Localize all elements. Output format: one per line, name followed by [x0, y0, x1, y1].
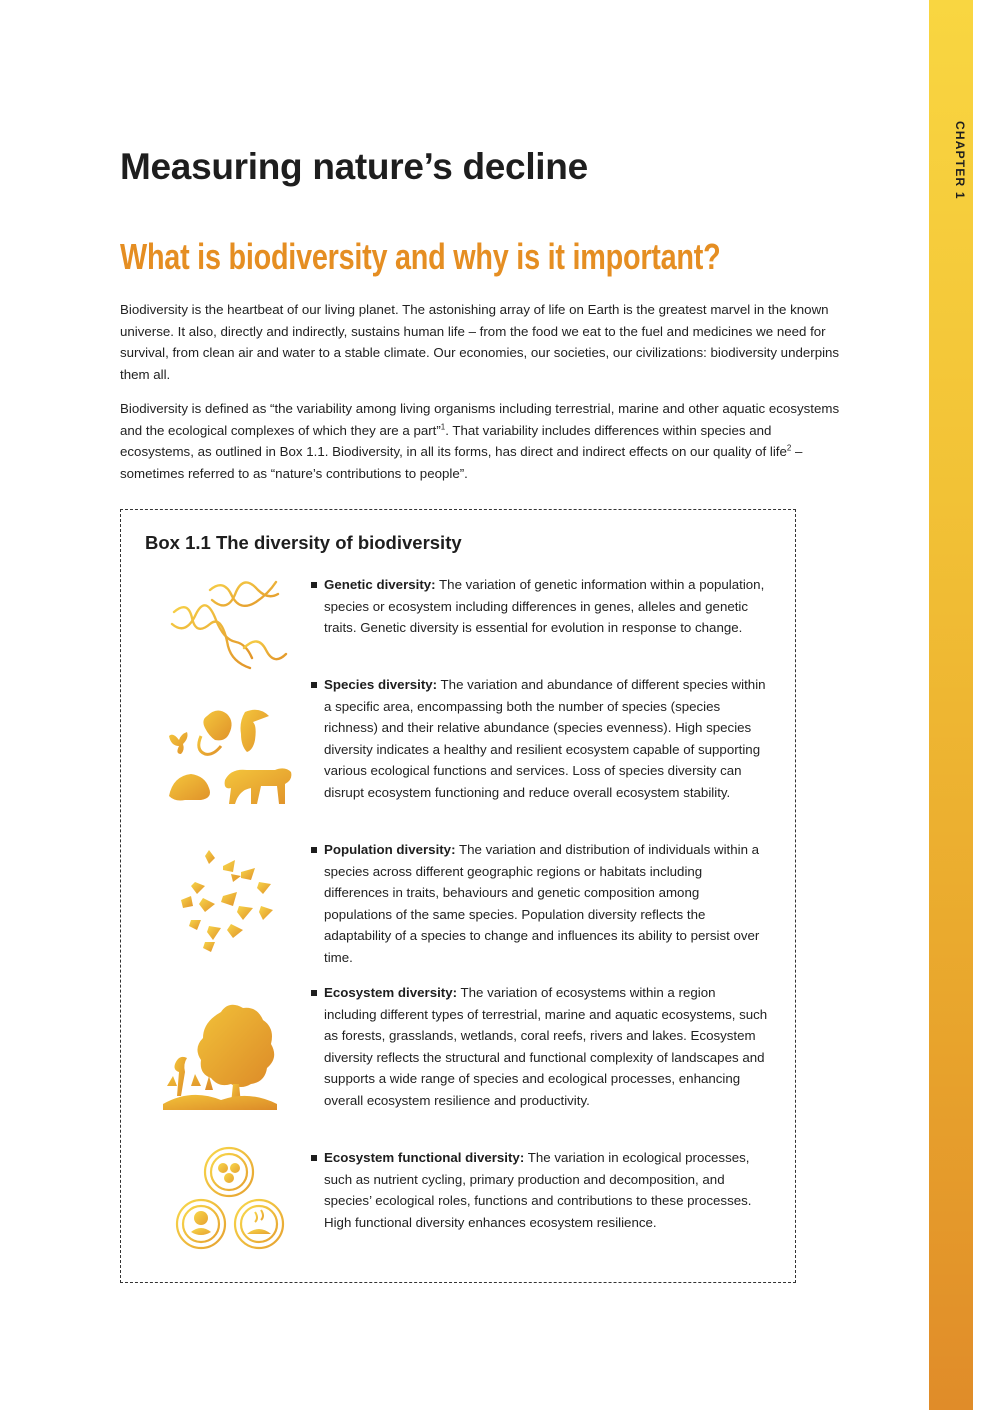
item-text: The variation of genetic information within a population, species or ecosystem including differences in genes, alleles and genetic traits. Genetic diversity is essential for evolution in response to change. — [324, 577, 765, 636]
bullet-marker — [311, 1155, 317, 1161]
butterflies-icon — [175, 846, 281, 954]
list-item-genetic-diversity — [311, 574, 769, 639]
definition-text-part3: – sometimes referred to as “nature’s contributions to people”. — [120, 444, 803, 481]
item-title: Ecosystem diversity: — [324, 985, 458, 1000]
intro-paragraph: Biodiversity is the heartbeat of our living planet. The astonishing array of life on Earth is the greatest marvel in the known universe. It also, directly and indirectly, sustains human life – from the food we eat to the fuel and medicines we need for survival, from clean air and water to a stable climate. Our economies, our societies, our civilizations: biodiversity underpins them all. — [120, 302, 840, 382]
chapter-side-band — [929, 0, 973, 1410]
list-item-population-diversity — [311, 839, 769, 969]
list-item-ecosystem-diversity — [311, 982, 769, 1112]
item-text: The variation and abundance of different species within a specific area, encompassing both the number of species (species richness) and their relative abundance (species evenness). High species diversity indicates a healthy and resilient ecosystem capable of supporting various ecological functions and services. Loss of species diversity can disrupt ecosystem functioning and reduce overall ecosystem stability. — [324, 677, 766, 800]
forest-ecosystem-icon — [161, 1000, 279, 1110]
list-item-ecosystem-functional-diversity — [311, 1147, 769, 1233]
bullet-marker — [311, 990, 317, 996]
footnote-ref-2[interactable]: 2 — [786, 443, 792, 453]
definition-paragraph — [120, 398, 848, 484]
definition-text-part1: Biodiversity is defined as “the variability among living organisms including terrestrial, marine and other aquatic ecosystems and the ecological complexes of which they are a part” — [120, 401, 840, 438]
box-title: Box 1.1 The diversity of biodiversity — [145, 532, 462, 553]
item-title: Genetic diversity: — [324, 577, 436, 592]
page-title: Measuring nature’s decline — [120, 146, 588, 187]
ecological-cycles-icon — [171, 1146, 287, 1252]
box-diversity-of-biodiversity — [120, 509, 796, 1283]
definition-text-part2: . That variability includes differences within species and ecosystems, as outlined in Box 1.1. Biodiversity, in all its forms, has direct and indirect effects on our quality of life — [120, 422, 787, 460]
item-text: The variation in ecological processes, such as nutrient cycling, primary production and decomposition, and species’ ecological roles, functions and contributions to these processes. High functional diversity enhances ecosystem resilience. — [324, 1150, 752, 1230]
bullet-marker — [311, 847, 317, 853]
item-text: The variation and distribution of individuals within a species across different geographic regions or habitats including differences in traits, behaviours and genetic composition among populations of the same species. Population diversity reflects the adaptability of a species to change and influences its ability to persist over time. — [324, 842, 760, 965]
item-title: Species diversity: — [324, 677, 438, 692]
chapter-label: CHAPTER 1 — [953, 121, 967, 200]
item-title: Population diversity: — [324, 842, 456, 857]
item-title: Ecosystem functional diversity: — [324, 1150, 525, 1165]
bullet-marker — [311, 682, 317, 688]
footnote-ref-1[interactable]: 1 — [440, 422, 446, 432]
dna-helix-icon — [166, 570, 291, 682]
bullet-marker — [311, 582, 317, 588]
animals-icon — [165, 706, 295, 812]
item-text: The variation of ecosystems within a region including different types of terrestrial, marine and aquatic ecosystems, such as forests, grasslands, wetlands, coral reefs, rivers and lakes. Ecosystem diversity reflects the structural and functional complexity of landscapes and supports a wide range of species and ecological processes, enhancing overall ecosystem resilience and productivity. — [324, 985, 768, 1108]
section-heading: What is biodiversity and why is it important? — [120, 236, 721, 277]
list-item-species-diversity — [311, 674, 769, 804]
